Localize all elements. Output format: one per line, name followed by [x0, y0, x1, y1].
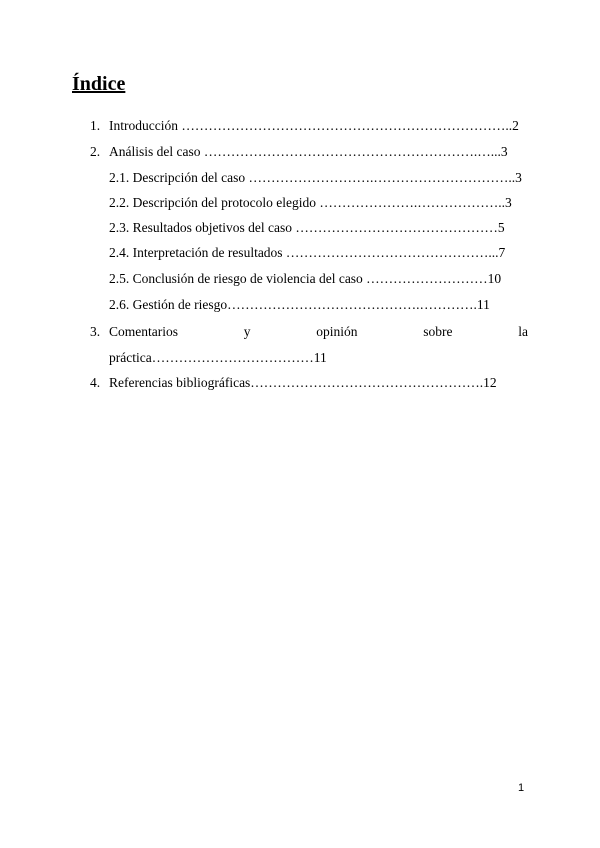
toc-entry-number: 1.	[90, 118, 101, 133]
page-number: 1	[518, 782, 525, 794]
toc-word: la	[518, 324, 528, 339]
toc-entry-text: Análisis del caso …………………………………………………….…...3	[109, 144, 508, 159]
toc-entry-number: 3.	[90, 324, 101, 339]
toc-entry-text: 2.6. Gestión de riesgo…………………………………….………….11	[109, 297, 490, 312]
toc-entry-text: 2.1. Descripción del caso ……………………….…………………………..3	[109, 170, 522, 185]
toc-word: sobre	[423, 324, 453, 339]
toc-entry-text: 2.4. Interpretación de resultados ………………………………………...7	[109, 245, 506, 260]
toc-word: y	[243, 324, 251, 339]
toc-entry-number: 2.	[90, 144, 101, 159]
toc-word: opinión	[316, 324, 358, 339]
toc-entry-text: práctica………………………………11	[109, 350, 327, 365]
toc-entry-text: 2.3. Resultados objetivos del caso ………………………………………5	[109, 220, 505, 235]
toc-entry-text: 2.2. Descripción del protocolo elegido ………………….………………..3	[109, 195, 512, 210]
toc-entry-text: Introducción ………………………………………………………………..2	[109, 118, 519, 133]
toc-entry-text: Referencias bibliográficas…………………………………………….12	[109, 375, 497, 390]
toc-entry-text	[109, 323, 528, 341]
page-title: Índice	[72, 73, 126, 95]
toc-entry-text: 2.5. Conclusión de riesgo de violencia del caso ………………………10	[109, 271, 502, 286]
toc-word: Comentarios	[109, 324, 178, 339]
toc-entry-number: 4.	[90, 375, 101, 390]
